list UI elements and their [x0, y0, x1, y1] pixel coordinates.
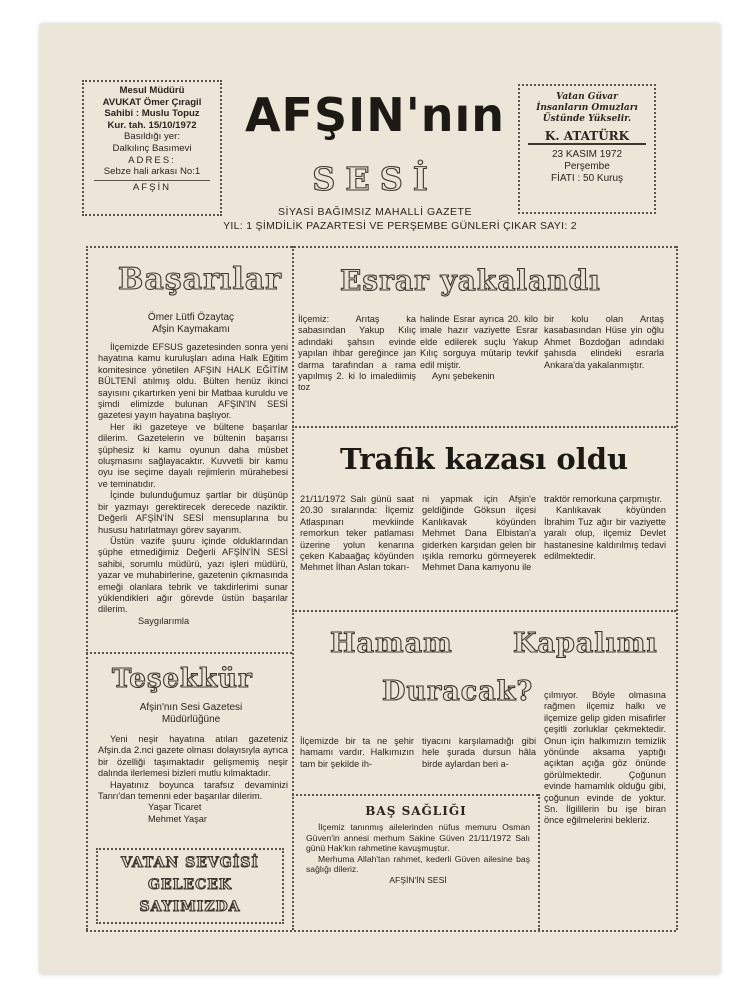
- trafik-col-1: 21/11/1972 Salı günü saat 20.30 sıralarında: İlçemiz Atlaspınarı mevkiinde remorkun teker patlaması üzerine yolun kenarına çeken Kabaağaç köyünden Mehmet İlhan Aslan tokarı-: [300, 494, 414, 573]
- hamam-headline-1: Hamam Kapalımı: [330, 628, 658, 659]
- tesekkur-body: [98, 734, 288, 825]
- vatan-sevgisi-box: [96, 848, 284, 924]
- esrar-col-3: bir kolu olan Arıtaş kasabasından Hüse yin oğlu Ahmet Bozdoğan adındaki şahısda elindeki esrarla Ankara'da yakalanmıştır.: [544, 314, 664, 370]
- bas-sagligi-right-border: [538, 794, 540, 930]
- tesekkur-sign-person: Mehmet Yaşar: [148, 813, 207, 824]
- vatan-line-1: VATAN SEVGİSİ: [121, 855, 259, 871]
- hamam-col-1: İlçemizde bir ta ne şehir hamamı vardır. Halkımızın tam bir şekilde ih-: [300, 736, 414, 769]
- trafik-col-3-start: traktör remorkuna çarpmıştır.: [544, 494, 662, 504]
- print-location-label: Basıldığı yer:: [124, 131, 180, 143]
- vatan-line-3: SAYIMIZDA: [139, 899, 241, 915]
- issue-date: 23 KASIM 1972: [551, 149, 623, 160]
- bas-sagligi-headline: BAŞ SAĞLIĞI: [365, 804, 467, 818]
- print-house: Dalkılınç Basımevi: [112, 142, 192, 154]
- trafik-headline: Trafik kazası oldu: [339, 442, 629, 476]
- trafik-col-3-text: Kanlıkavak köyünden İbrahim Tuz ağır bir vaziyette yaralı olup, ilçemiz Devlet hastanesine kaldırılmış tedavi edilmektedir.: [544, 505, 666, 562]
- trafik-col-2: ni yapmak için Afşin'e geldiğinde Göksun ilçesi Kanlıkavak köyünden Mehmet Dana Elbistan'a giderken karşıdan gelen bir ışıkla remorku görmeyerek Mehmet Dana kamyonu ile: [422, 494, 536, 573]
- newspaper-title: AFŞIN'nın: [244, 88, 506, 142]
- hamam-headline-2: Duracak?: [382, 676, 534, 707]
- tesekkur-headline: Teşekkür: [112, 664, 253, 694]
- issue-price: FİATI : 50 Kuruş: [550, 173, 624, 184]
- vatan-line-2: GELECEK: [147, 877, 233, 893]
- hamam-divider: [292, 610, 676, 612]
- bas-sagligi-sign: AFŞİN'İN SESİ: [389, 874, 447, 885]
- esrar-headline: Esrar yakalandı: [340, 264, 601, 297]
- frame-bottom-border: [86, 930, 676, 932]
- tesekkur-sign-company: Yaşar Ticaret: [148, 802, 202, 813]
- basarilar-byline-name: Ömer Lütfi Özaytaç: [147, 312, 235, 323]
- basarilar-headline: Başarılar: [118, 262, 282, 297]
- ataturk-quote-box: [518, 84, 656, 214]
- frame-left-border: [86, 246, 88, 930]
- founding-date: Kur. tah. 15/10/1972: [107, 119, 197, 131]
- address-label: ADRES:: [128, 154, 176, 166]
- esrar-col-2-text: halinde Esrar ayrıca 20. kilo imale hazır vaziyette Esrar elde edilerek suçlu Yakup Kılıç sorguya mütarip tevkif edil miştir.: [420, 314, 538, 370]
- tesekkur-recipient-dept: Müdürlüğüne: [161, 714, 221, 725]
- owner-name: Sahibi : Muslu Topuz: [104, 108, 200, 120]
- publisher-info-box: [82, 80, 222, 216]
- address-line: Sebze hali arkası No:1: [103, 166, 201, 178]
- editor-title: Mesul Müdürü: [119, 85, 185, 96]
- tagline: SİYASİ BAĞIMSIZ MAHALLİ GAZETE: [278, 206, 472, 218]
- bas-sagligi-body: [306, 822, 530, 886]
- trafik-divider: [292, 426, 676, 428]
- editor-name: AVUKAT Ömer Çıragil: [102, 96, 202, 108]
- esrar-col-2-end: Aynı şebekenin: [432, 371, 495, 382]
- newspaper-subtitle: SESİ: [312, 160, 438, 198]
- frame-top-border: [86, 246, 676, 248]
- ataturk-signature: K. ATATÜRK: [528, 129, 646, 145]
- newspaper-page: [40, 24, 720, 974]
- hamam-col-3: çılmıyor. Böyle olmasına rağmen ilçemiz halkı ve ilçemize gelip giden misafirler çeşitli zorluklar çekmektedir. Onun için halkımızın temizlik yönünde aksama yaptığı açıktan açığa göz önünde görülmektedir. Çoğunun evinde hamamlık olduğu gibi, çoğunun evinde de yoktur. Sn. İlgililerin bu işe biran önce eğilmelerini bekleriz.: [544, 690, 666, 826]
- bas-sagligi-text: İlçemiz tanınmış ailelerinden nüfus memuru Osman Güven'in annesi merhum Sakine Güven 21/11/1972 Salı günü Hak'kın rahmetine kavuşmuştur.: [306, 822, 530, 854]
- hamam-col-2: tiyacını karşılamadığı gibi hele şurada dursun hâla birde aylardan beri a-: [422, 736, 536, 769]
- basarilar-byline-title: Afşin Kaymakamı: [152, 324, 230, 335]
- basarilar-paragraph: Her iki gazeteye ve bültene başarılar dilerim. Gazetelerin ve bültenin başarısı şüphesiz ki kamu oyunun daha müsbet oluşmasını sağlayacaktır. Kuvvetli bir kamu oyu ise seçime dayalı rejimlerin mürahebesi ve teminatıdır.: [98, 421, 288, 489]
- edition-line: YIL: 1 ŞİMDİLİK PAZARTESİ VE PERŞEMBE GÜNLERİ ÇIKAR SAYI: 2: [223, 220, 577, 232]
- tesekkur-recipient: Afşin'nın Sesi Gazetesi: [139, 702, 243, 713]
- town-name: AFŞİN: [94, 180, 210, 194]
- esrar-col-1: İlçemiz: Arıtaş ka sabasından Yakup Kılıç adındaki şahsın evinde yapılan ihbar gereğince jan darma tarafından a rama yapılmış 2. ki lo imalediimiş toz: [298, 314, 416, 393]
- frame-right-border: [676, 246, 678, 930]
- issue-day: Perşembe: [564, 161, 610, 172]
- ataturk-quote: Vatan Güvar İnsanların Omuzları Üstünde Yükselir.: [536, 92, 638, 124]
- tesekkur-divider: [86, 652, 292, 654]
- bas-sagligi-divider: [292, 794, 538, 796]
- basarilar-paragraph: Üstün vazife şuuru içinde olduklarından şüphe etmediğimiz Değerli AFŞİN'İN SESİ sahibi, sorumlu müdürü, yazı işleri müdürü, yazar ve muhabirlerine, gazetenin çıkmasında emeği olanlara tebrik ve takdirlerimi sunar yüklendikleri ağır görevde üstün başarılar dilerim.: [98, 535, 288, 615]
- bas-sagligi-text-2: Merhuma Allah'tan rahmet, kederli Güven ailesine baş sağlığı dileriz.: [306, 853, 530, 875]
- tesekkur-paragraph: Hayatınız boyunca tarafsız devaminizi Tanrı'dan temenni eder başarılar dilerim.: [98, 779, 288, 802]
- basarilar-paragraph: İçinde bulunduğumuz şartlar bir düşünüp bir yazmayı gerektirecek derecede naziktir. Değerli AFŞİN'İN SESİ mensuplarına bu hususu hatırlatmayı görev sayarım.: [98, 490, 288, 535]
- tesekkur-paragraph: Yeni neşir hayatına atılan gazeteniz Afşin.da 2.nci gazete olması dolayısıyla ayrıca bir özelliği taşımaktadır gelişmemiş neşir dalında ilerlemesi bizleri mutlu kılmaktadır.: [98, 734, 288, 779]
- esrar-col-2: [420, 314, 538, 382]
- basarilar-closing: Saygılarımla: [138, 615, 190, 626]
- basarilar-body: [98, 342, 288, 627]
- column-divider: [292, 246, 294, 930]
- basarilar-paragraph: İlçemizde EFSUS gazetesinden sonra yeni hayatına kamu kuruluşları adına Halk Eğitim komitesince yönetilen AFŞIN HALK EĞİTİM BÜLTENİ atılmış oldu. Bülten henüz ikinci sayısını çıkartırken yeni bir Matbaa kuruldu ve şimdi elimizde bulunan AFŞIN'IN SESİ gazetesi yayın hayatına başlıyor.: [98, 342, 288, 421]
- trafik-col-3: [544, 494, 666, 562]
